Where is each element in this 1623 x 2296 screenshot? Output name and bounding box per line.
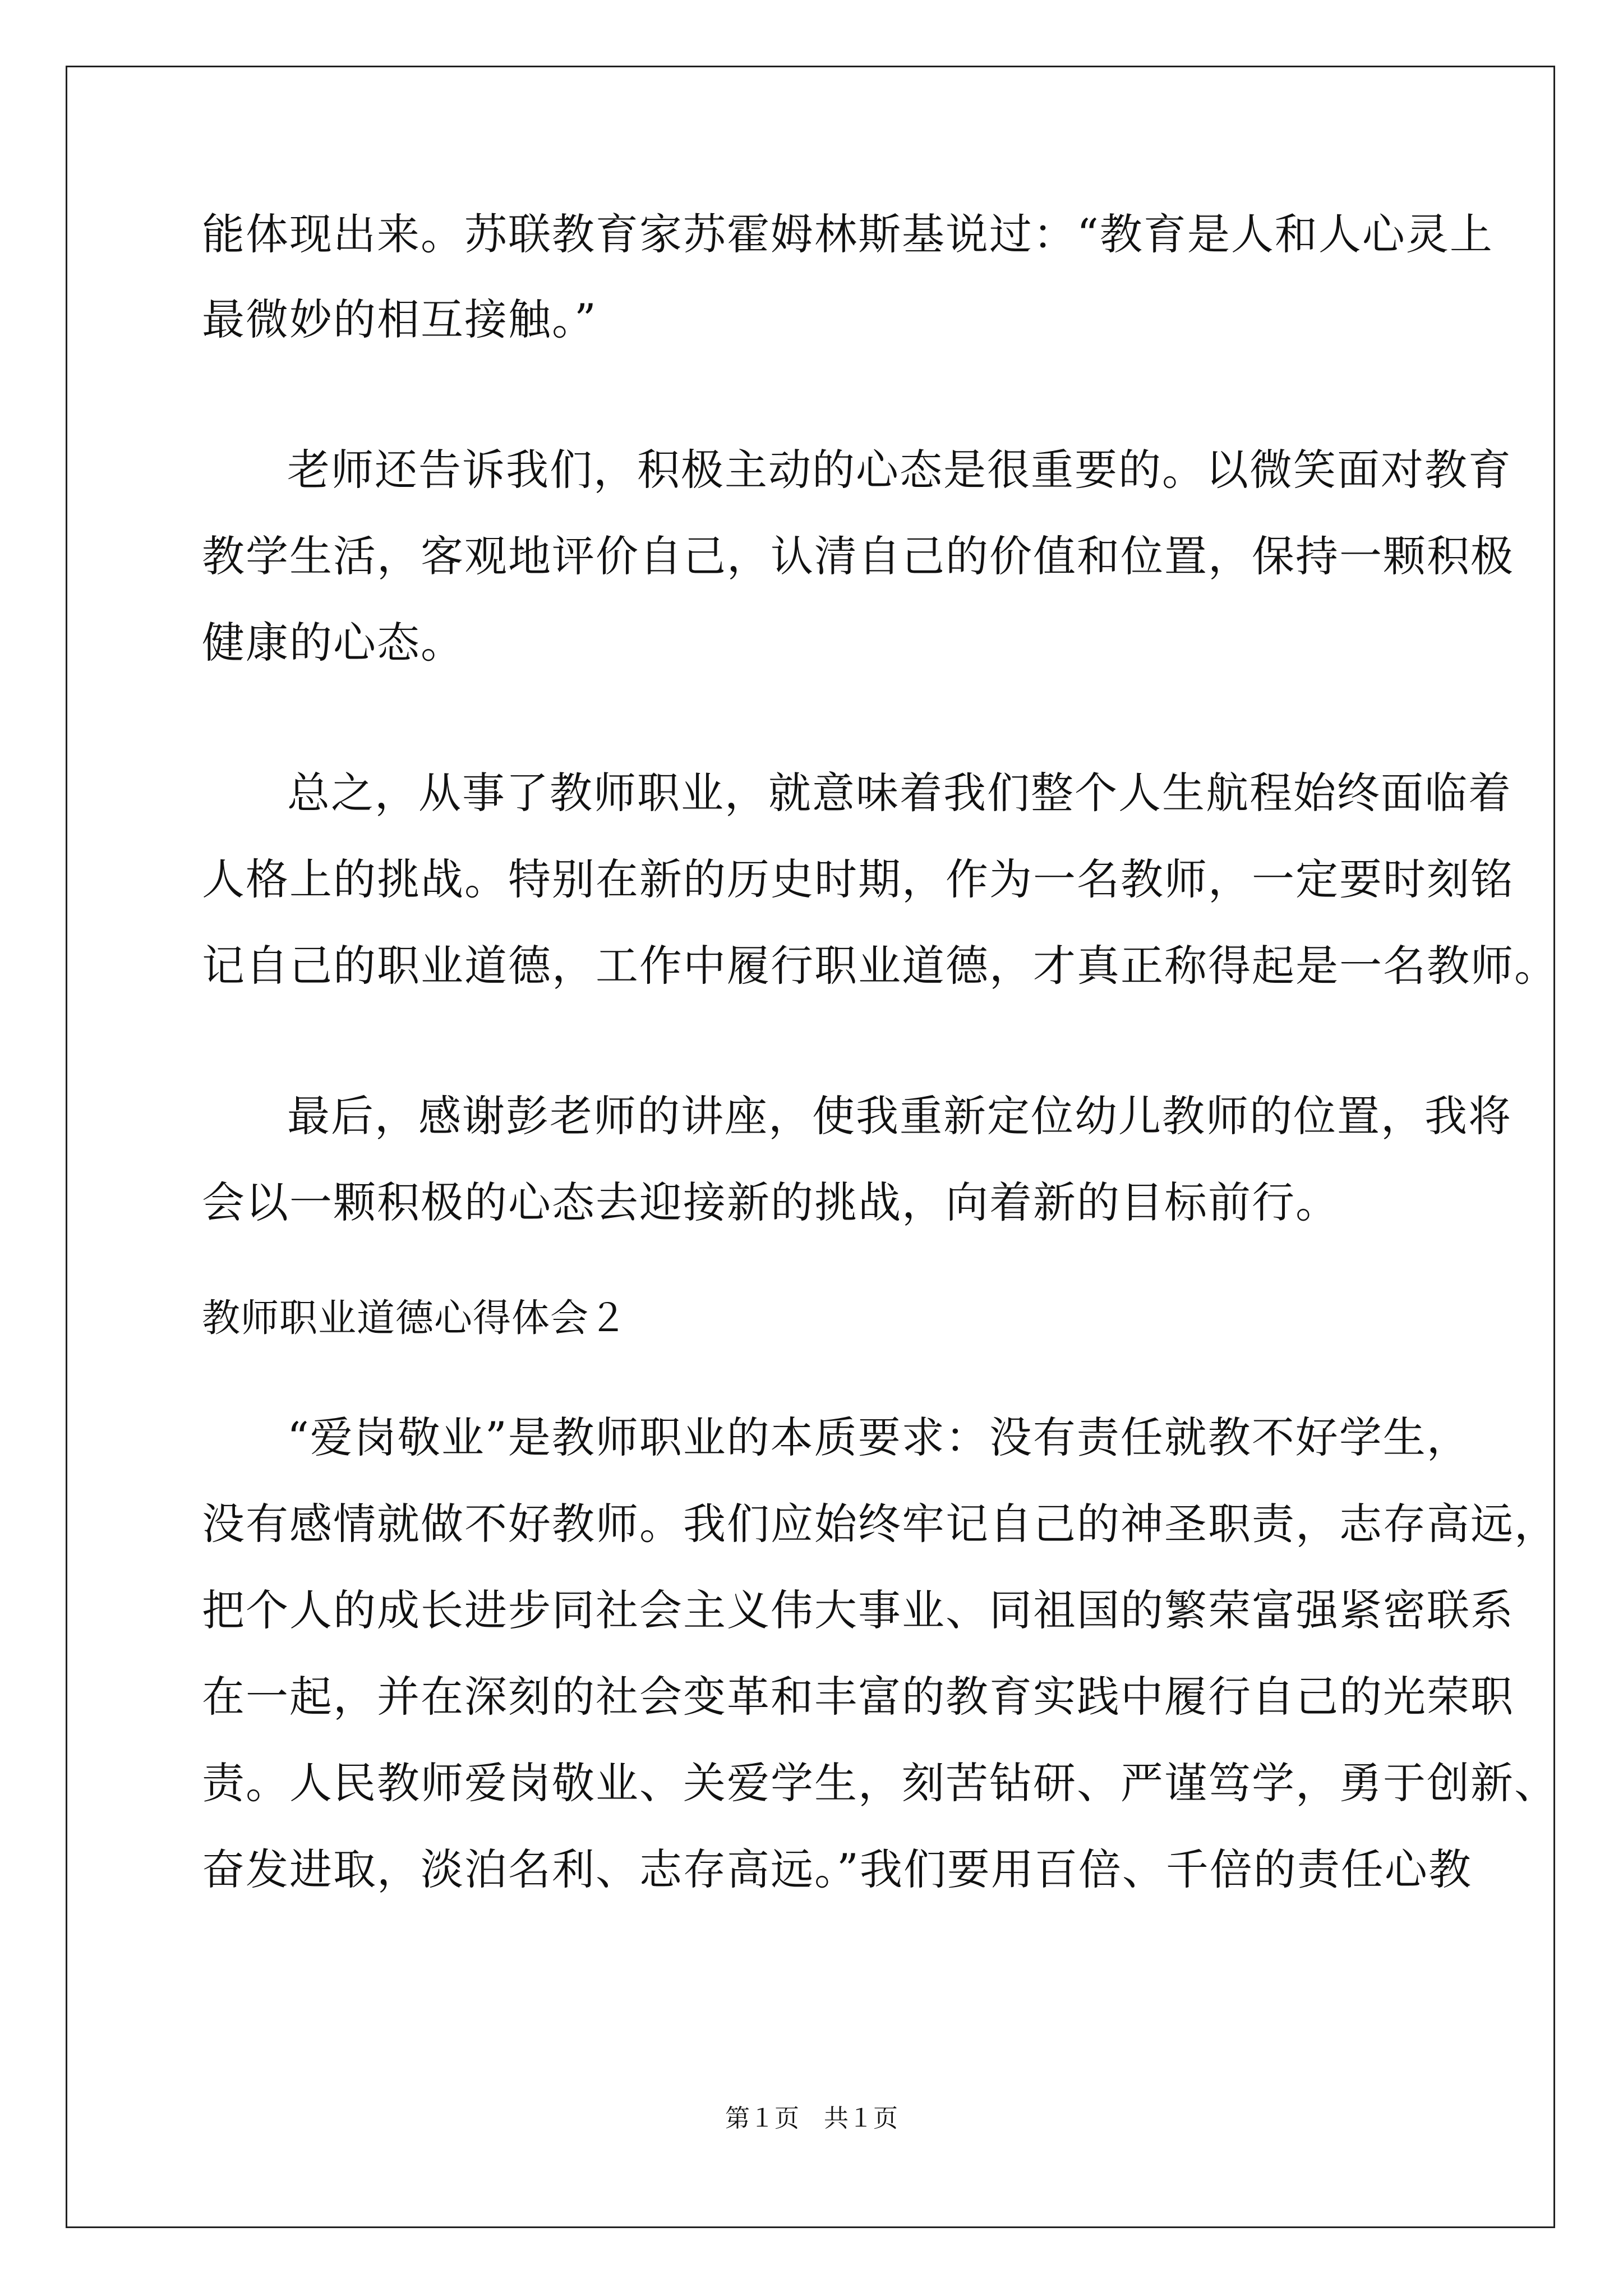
body-text-line: 教学生活，客观地评价自己，认清自己的价值和位置，保持一颗积极: [202, 531, 1514, 581]
page-number-footer: 第１页 共１页: [725, 2104, 898, 2133]
body-text-line: 没有感情就做不好教师。我们应始终牢记自己的神圣职责，志存高远，: [202, 1499, 1558, 1549]
body-text-line: 奋发进取，淡泊名利、志存高远。”我们要用百倍、千倍的责任心教: [202, 1844, 1472, 1894]
paragraph-first-line: 最后，感谢彭老师的讲座，使我重新定位幼儿教师的位置，我将: [287, 1091, 1512, 1141]
body-text-line: 会以一颗积极的心态去迎接新的挑战，向着新的目标前行。: [202, 1177, 1339, 1227]
paragraph-first-line: “爱岗敬业”是教师职业的本质要求：没有责任就教不好学生，: [287, 1412, 1470, 1462]
body-text-line: 记自己的职业道德，工作中履行职业道德，才真正称得起是一名教师。: [202, 941, 1558, 991]
body-text-line: 最微妙的相互接触。”: [202, 295, 597, 344]
body-text-line: 人格上的挑战。特别在新的历史时期，作为一名教师，一定要时刻铭: [202, 854, 1514, 904]
body-text-line: 在一起，并在深刻的社会变革和丰富的教育实践中履行自己的光荣职: [202, 1672, 1514, 1722]
body-text-line: 能体现出来。苏联教育家苏霍姆林斯基说过：“教育是人和人心灵上: [202, 209, 1493, 259]
page-border: [66, 66, 1555, 2228]
paragraph-first-line: 总之，从事了教师职业，就意味着我们整个人生航程始终面临着: [287, 768, 1512, 818]
paragraph-first-line: 老师还告诉我们，积极主动的心态是很重要的。以微笑面对教育: [287, 445, 1512, 495]
body-text-line: 把个人的成长进步同社会主义伟大事业、同祖国的繁荣富强紧密联系: [202, 1585, 1514, 1635]
body-text-line: 责。人民教师爱岗敬业、关爱学生，刻苦钻研、严谨笃学，勇于创新、: [202, 1758, 1558, 1808]
body-text-line: 健康的心态。: [202, 618, 464, 668]
section-heading: 教师职业道德心得体会２: [202, 1296, 628, 1341]
